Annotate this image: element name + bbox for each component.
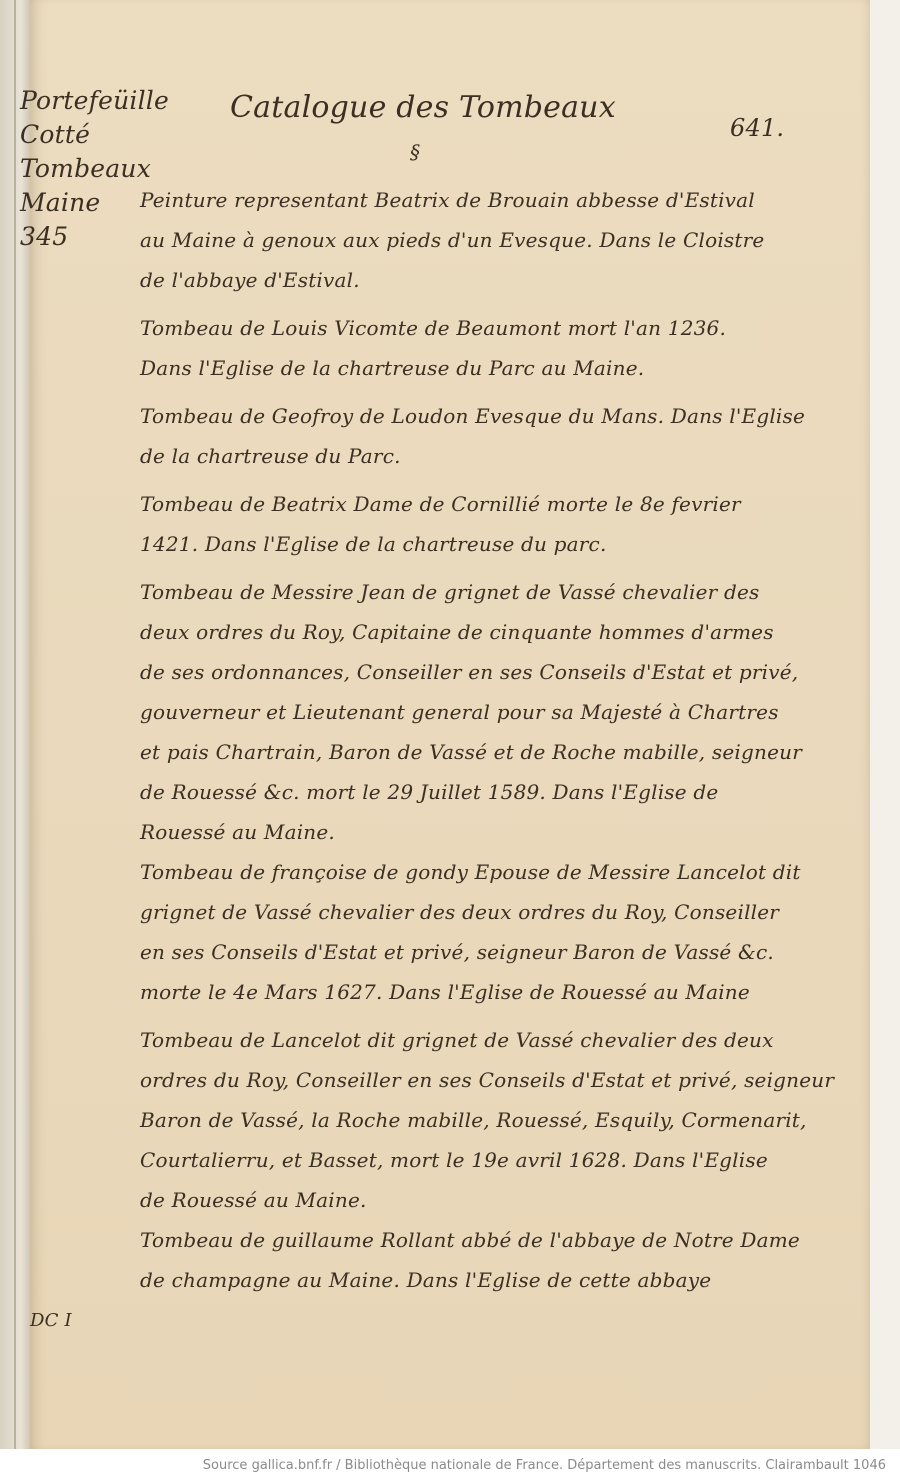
entry — [140, 852, 801, 1012]
margin-note-line: Maine — [20, 188, 101, 217]
entry-line: Peinture representant Beatrix de Brouain abbesse d'Estival — [140, 188, 755, 212]
entry-line: de la chartreuse du Parc. — [140, 444, 401, 468]
entry-line: Tombeau de Beatrix Dame de Cornillié morte le 8e fevrier — [140, 492, 741, 516]
entry-line: Tombeau de guillaume Rollant abbé de l'abbaye de Notre Dame — [140, 1228, 800, 1252]
entry-line: morte le 4e Mars 1627. Dans l'Eglise de Rouessé au Maine — [140, 980, 750, 1004]
entry-line: Tombeau de françoise de gondy Epouse de Messire Lancelot dit — [140, 860, 801, 884]
entries-list — [140, 180, 835, 1300]
page-fold-line — [14, 0, 16, 1449]
margin-note-line: 345 — [20, 222, 69, 251]
entry-line: de l'abbaye d'Estival. — [140, 268, 360, 292]
margin-note — [20, 84, 169, 254]
entry-line: Tombeau de Geofroy de Loudon Evesque du Mans. Dans l'Eglise — [140, 404, 806, 428]
folio-number: 641. — [730, 114, 785, 142]
entry-line: Courtalierru, et Basset, mort le 19e avril 1628. Dans l'Eglise — [140, 1148, 768, 1172]
entry — [140, 1220, 800, 1300]
entry-line: Tombeau de Lancelot dit grignet de Vassé chevalier des deux — [140, 1028, 774, 1052]
entry-line: de Rouessé &c. mort le 29 Juillet 1589. Dans l'Eglise de — [140, 780, 719, 804]
entry — [140, 180, 765, 300]
entry-line: Rouessé au Maine. — [140, 820, 335, 844]
entry — [140, 484, 740, 564]
page-border — [870, 0, 900, 1449]
entry-line: Tombeau de Messire Jean de grignet de Vassé chevalier des — [140, 580, 760, 604]
margin-note-line: Portefeüille — [20, 86, 169, 115]
entry-line: au Maine à genoux aux pieds d'un Evesque. Dans le Cloistre — [140, 228, 765, 252]
entry-line: gouverneur et Lieutenant general pour sa Majesté à Chartres — [140, 700, 779, 724]
entry-line: Baron de Vassé, la Roche mabille, Rouessé, Esquily, Cormenarit, — [140, 1108, 807, 1132]
entry-line: ordres du Roy, Conseiller en ses Conseils d'Estat et privé, seigneur — [140, 1068, 835, 1092]
entry-line: grignet de Vassé chevalier des deux ordres du Roy, Conseiller — [140, 900, 780, 924]
margin-note-line: Tombeaux — [20, 154, 151, 183]
section-mark: § — [410, 140, 421, 164]
entry-line: deux ordres du Roy, Capitaine de cinquante hommes d'armes — [140, 620, 774, 644]
source-credit: Source gallica.bnf.fr / Bibliothèque nationale de France. Département des manuscrits. Clairambault 1046 — [202, 1458, 886, 1473]
bottom-margin-mark: DC I — [30, 1310, 72, 1331]
entry — [140, 396, 806, 476]
entry-line: en ses Conseils d'Estat et privé, seigneur Baron de Vassé &c. — [140, 940, 774, 964]
entry-line: Tombeau de Louis Vicomte de Beaumont mort l'an 1236. — [140, 316, 727, 340]
entry-line: Dans l'Eglise de la chartreuse du Parc au Maine. — [140, 356, 645, 380]
entry-line: de champagne au Maine. Dans l'Eglise de cette abbaye — [140, 1268, 712, 1292]
entry — [140, 1020, 835, 1220]
entry — [140, 308, 740, 388]
entry-line: de Rouessé au Maine. — [140, 1188, 367, 1212]
margin-note-line: Cotté — [20, 120, 91, 149]
entry-line: de ses ordonnances, Conseiller en ses Conseils d'Estat et privé, — [140, 660, 799, 684]
entry-line: et pais Chartrain, Baron de Vassé et de Roche mabille, seigneur — [140, 740, 802, 764]
entry-line: 1421. Dans l'Eglise de la chartreuse du parc. — [140, 532, 607, 556]
page-title: Catalogue des Tombeaux — [230, 90, 616, 125]
entry — [140, 572, 802, 852]
source-footer — [0, 1449, 900, 1483]
